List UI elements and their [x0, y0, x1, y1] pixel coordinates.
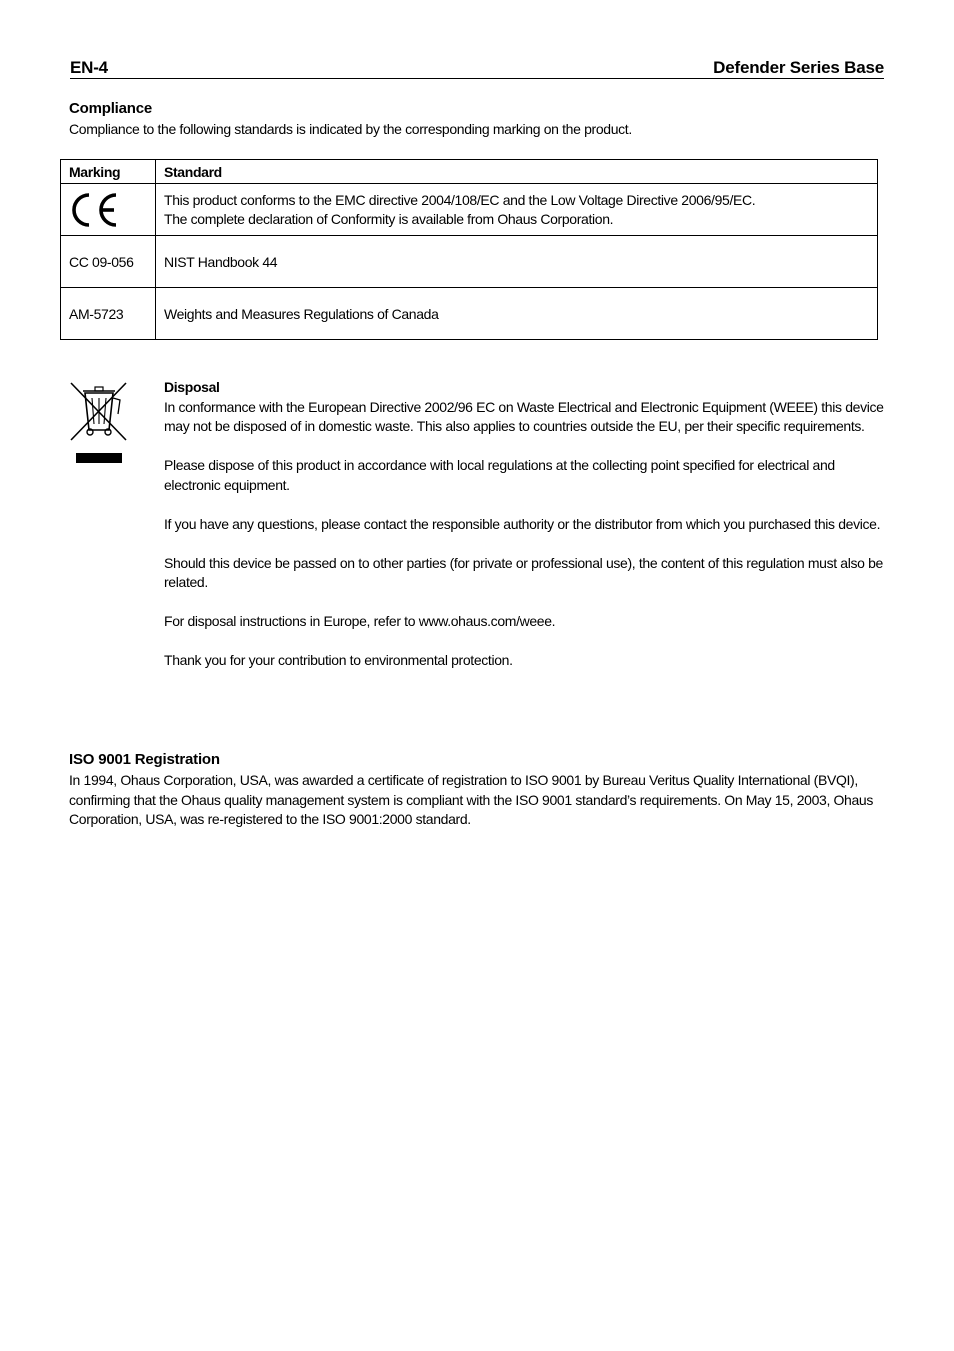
disposal-paragraph: Thank you for your contribution to environmental protection.: [164, 652, 513, 668]
table-cell-marking: AM-5723: [61, 288, 156, 340]
standard-line: The complete declaration of Conformity is available from Ohaus Corporation.: [164, 210, 614, 227]
disposal-paragraph: For disposal instructions in Europe, refer to www.ohaus.com/weee.: [164, 613, 556, 629]
disposal-paragraph: If you have any questions, please contact the responsible authority or the distributor from which you purchased this device.: [164, 515, 881, 532]
compliance-heading: Compliance: [69, 100, 153, 117]
ce-mark-icon: [69, 190, 121, 230]
table-row: [61, 236, 878, 288]
table-cell-marking: [61, 184, 156, 236]
page-header: [70, 58, 884, 79]
iso-heading: ISO 9001 Registration: [69, 751, 220, 768]
column-header-standard: Standard: [156, 160, 878, 184]
table-header-row: [61, 160, 878, 184]
disposal-heading: Disposal: [164, 379, 220, 395]
column-header-marking: Marking: [61, 160, 156, 184]
table-cell-standard: Weights and Measures Regulations of Canada: [156, 288, 878, 340]
standard-line: This product conforms to the EMC directive 2004/108/EC and the Low Voltage Directive 2006/95/EC.: [164, 191, 756, 208]
table-row: [61, 288, 878, 340]
iso-paragraph: In 1994, Ohaus Corporation, USA, was awarded a certificate of registration to ISO 9001 by Bureau Veritus Quality International (BVQI), confirming that the Ohaus quality management system is compliant with the ISO 9001 standard’s requirements. On May 15, 2003, Ohaus Corporation, USA, was re-registered to the ISO 9001:2000 standard.: [69, 772, 874, 827]
compliance-intro: Compliance to the following standards is indicated by the corresponding marking on the product.: [69, 121, 632, 137]
table-cell-marking: CC 09-056: [61, 236, 156, 288]
table-cell-standard: NIST Handbook 44: [156, 236, 878, 288]
document-title: Defender Series Base: [713, 58, 884, 77]
disposal-paragraph: Please dispose of this product in accordance with local regulations at the collecting point specified for electrical and electronic equipment.: [164, 457, 835, 493]
disposal-paragraph: In conformance with the European Directive 2002/96 EC on Waste Electrical and Electronic Equipment (WEEE) this device may not be disposed of in domestic waste. This also applies to countries outside the EU, per their specific requirements.: [164, 398, 884, 434]
table-row: [61, 184, 878, 236]
table-cell-standard: [156, 184, 878, 236]
page-number: EN-4: [70, 58, 108, 77]
standards-table: [60, 159, 878, 340]
disposal-section: [164, 378, 890, 690]
disposal-paragraph: Should this device be passed on to other parties (for private or professional use), the content of this regulation must also be related.: [164, 554, 883, 590]
weee-crossed-bin-icon: [68, 380, 128, 466]
